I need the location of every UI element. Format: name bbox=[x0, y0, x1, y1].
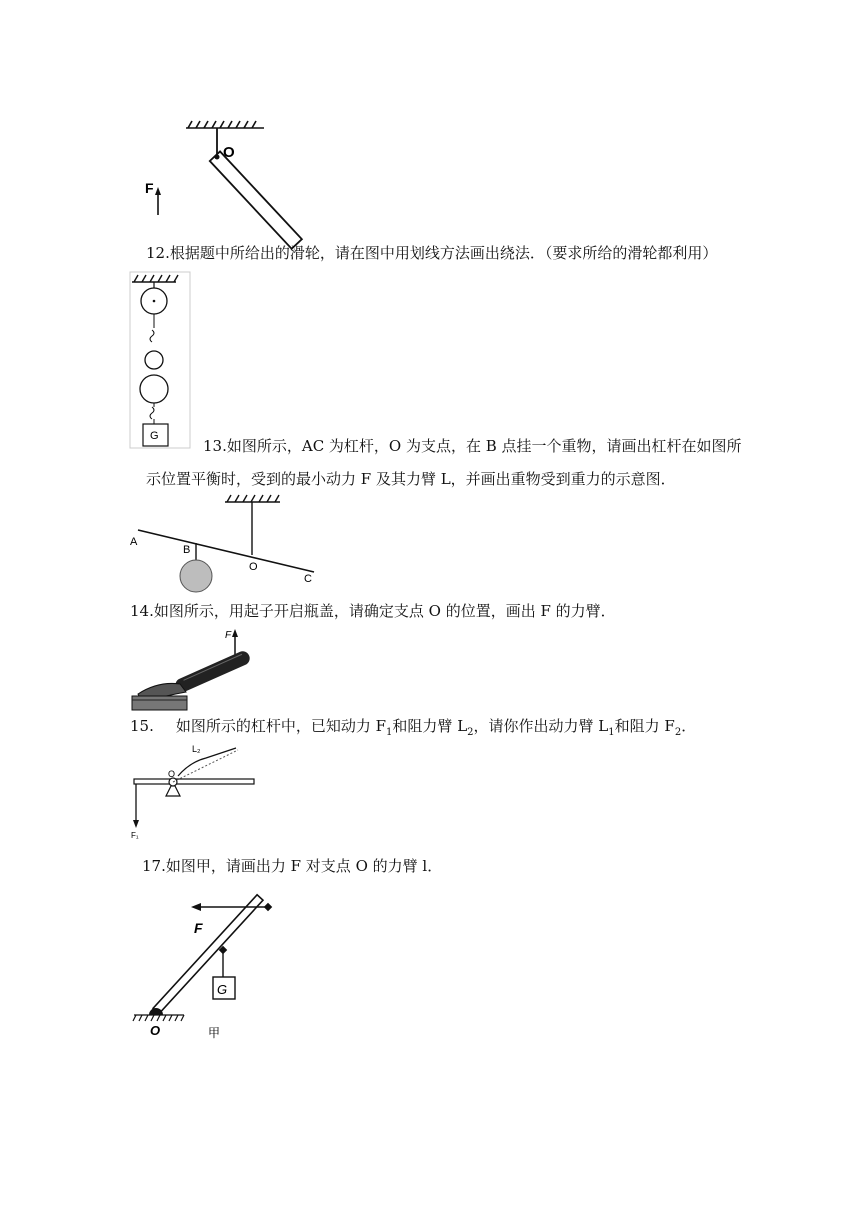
label-o: O bbox=[168, 769, 176, 779]
figure-17-inclined-rod bbox=[128, 895, 288, 1045]
question-17: 17.如图甲，请画出力 F 对支点 O 的力臂 l． bbox=[142, 857, 443, 875]
figure-caption: 甲 bbox=[208, 1026, 221, 1040]
ceiling-hatch bbox=[186, 121, 264, 128]
force-arrowhead bbox=[232, 629, 238, 637]
label-a: A bbox=[130, 536, 138, 548]
q15-text-2: 和阻力臂 L bbox=[392, 717, 468, 735]
force-arrowhead bbox=[155, 187, 161, 195]
lever-bar bbox=[134, 779, 254, 784]
question-13-line1: 13.如图所示，AC 为杠杆，O 为支点，在 B 点挂一个重物，请画出杠杆在如图所 bbox=[203, 437, 742, 455]
q15-sub-1: 1 bbox=[386, 727, 393, 738]
q15-sub-2: 2 bbox=[467, 727, 474, 738]
q15-sub-4: 2 bbox=[674, 727, 682, 738]
figure-15-lever bbox=[128, 740, 258, 840]
small-movable-pulley bbox=[145, 351, 163, 369]
q15-text-1: 如图所示的杠杆中，已知动力 F bbox=[175, 717, 387, 735]
ground-hatch bbox=[133, 1015, 184, 1021]
label-f: F bbox=[194, 920, 203, 936]
question-15-number: 15. bbox=[130, 717, 154, 735]
chain-link-icon bbox=[150, 330, 154, 342]
force-arrowhead bbox=[191, 903, 201, 911]
label-g: G bbox=[217, 982, 228, 997]
ceiling-hatch bbox=[225, 495, 280, 502]
label-c: C bbox=[304, 573, 312, 585]
question-12: 12.根据题中所给出的滑轮，请在图中用划线方法画出绕法．（要求所给的滑轮都利用） bbox=[146, 244, 718, 262]
hook-icon bbox=[150, 407, 154, 419]
large-movable-pulley bbox=[140, 375, 168, 403]
figure-12-pulley-system bbox=[128, 270, 208, 452]
q15-text-5: ． bbox=[681, 717, 697, 735]
lever-ac bbox=[138, 530, 314, 572]
opener-handle bbox=[173, 649, 252, 694]
question-13-line2: 示位置平衡时，受到的最小动力 F 及其力臂 L，并画出重物受到重力的示意图． bbox=[146, 470, 676, 488]
label-o: O bbox=[223, 144, 235, 161]
figure-frame bbox=[130, 272, 190, 448]
figure-13-lever bbox=[128, 490, 328, 598]
label-o: O bbox=[150, 1023, 161, 1038]
pivot-point bbox=[215, 155, 220, 160]
q15-sub-3: 1 bbox=[608, 727, 615, 738]
question-15 bbox=[130, 716, 696, 743]
figure-14-bottle-opener bbox=[128, 626, 256, 710]
bottle-cap bbox=[132, 696, 187, 710]
q15-text-3: ，请你作出动力臂 L bbox=[473, 717, 609, 735]
label-b: B bbox=[183, 544, 191, 556]
fixed-pulley-axle bbox=[153, 300, 156, 303]
label-o: O bbox=[249, 561, 258, 573]
inclined-rod bbox=[153, 895, 263, 1014]
l2-arm bbox=[178, 748, 236, 776]
q15-text-4: 和阻力 F bbox=[614, 717, 675, 735]
tilted-rod bbox=[210, 151, 302, 248]
label-l2: L₂ bbox=[192, 744, 201, 754]
figure-11-hanging-rod bbox=[130, 115, 280, 240]
label-f1: F₁ bbox=[131, 831, 139, 840]
hanging-weight bbox=[180, 560, 212, 592]
dashed-line bbox=[173, 750, 238, 782]
ceiling-hatch bbox=[132, 275, 178, 282]
label-g: G bbox=[150, 430, 159, 442]
label-f: F bbox=[225, 630, 232, 641]
label-f: F bbox=[145, 180, 154, 196]
question-14: 14.如图所示，用起子开启瓶盖，请确定支点 O 的位置，画出 F 的力臂． bbox=[130, 602, 616, 620]
f1-arrowhead bbox=[133, 820, 139, 828]
